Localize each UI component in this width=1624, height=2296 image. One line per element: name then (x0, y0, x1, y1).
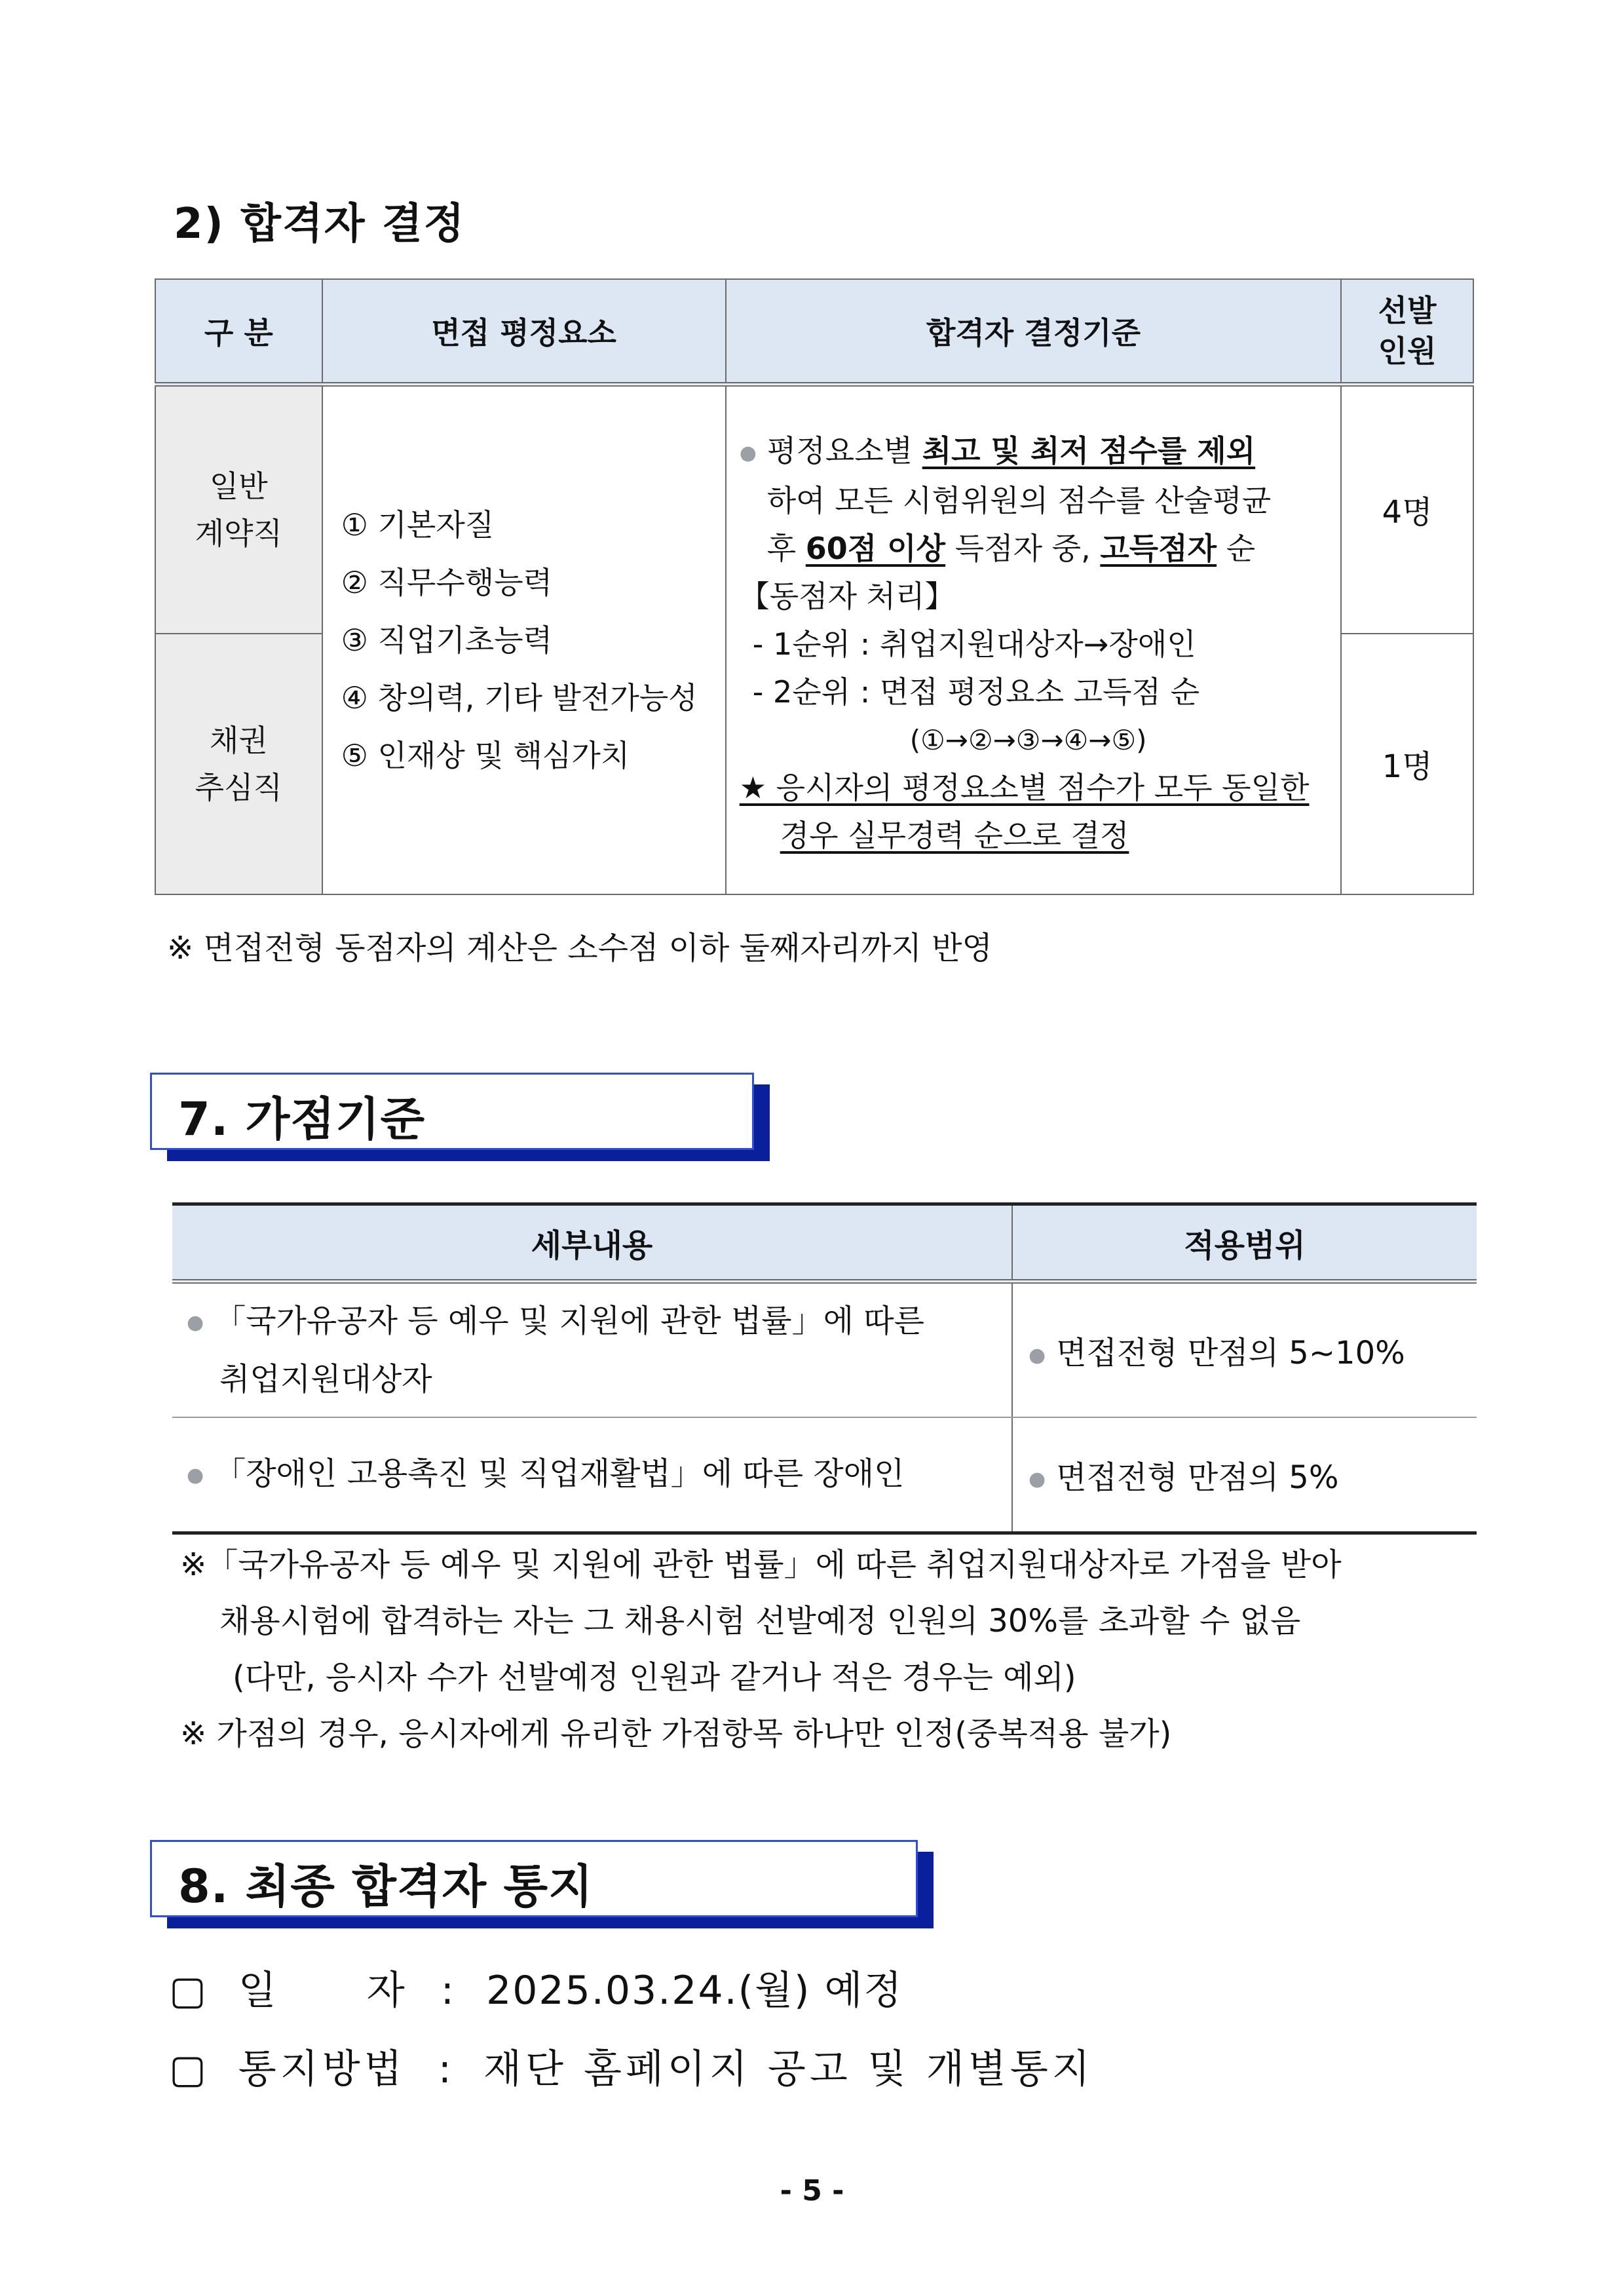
checkbox-icon: ▢ (169, 2046, 206, 2092)
bullet-icon: ● (187, 1311, 204, 1334)
bullet-icon: ● (187, 1463, 204, 1487)
subsection-title: 2) 합격자 결정 (174, 200, 466, 248)
count-general: 4명 (1341, 385, 1473, 634)
element-item: ① 기본자질 (341, 507, 495, 543)
tie-rule-2: - 2순위 : 면접 평정요소 고득점 순 (752, 674, 1200, 710)
element-item: ② 직무수행능력 (341, 564, 553, 600)
bonus-note-4: ※ 가점의 경우, 응시자에게 유리한 가점항목 하나만 인정(중복적용 불가) (180, 1715, 1172, 1752)
bonus-scope-disabled (1012, 1417, 1477, 1533)
bonus-scope-veterans (1012, 1282, 1477, 1418)
header-scope: 적용범위 (1012, 1204, 1477, 1282)
header-count-line2: 인원 (1378, 334, 1437, 369)
bonus-criteria-table (172, 1202, 1477, 1535)
category-collection-line2: 추심직 (195, 769, 282, 805)
criteria-emphasis: 고득점자 (1100, 530, 1217, 566)
category-general-line1: 일반 (209, 468, 268, 504)
winner-criteria-table (155, 278, 1474, 895)
notice-method-label: 통지방법 (238, 2046, 406, 2092)
bullet-icon: ● (739, 441, 757, 465)
bonus-note-3: (다만, 응시자 수가 선발예정 인원과 같거나 적은 경우는 예외) (233, 1659, 1076, 1696)
criteria-cell (726, 385, 1342, 894)
bonus-scope-text: 면접전형 만점의 5% (1056, 1459, 1339, 1496)
category-collection (155, 634, 322, 894)
section8-title-box (150, 1840, 918, 1917)
criteria-text: 평정요소별 (766, 432, 922, 469)
bonus-note-2: 채용시험에 합격하는 자는 그 채용시험 선발예정 인원의 30%를 초과할 수 없음 (219, 1603, 1301, 1639)
criteria-emphasis: 최고 및 최저 점수를 제외 (922, 432, 1256, 469)
header-count (1341, 279, 1473, 385)
notice-method-item (169, 2038, 1094, 2094)
notice-method-value: 재단 홈페이지 공고 및 개별통지 (483, 2046, 1094, 2092)
bonus-note-1: ※「국가유공자 등 예우 및 지원에 관한 법률」에 따른 취업지원대상자로 가점을 받아 (180, 1546, 1342, 1583)
bonus-scope-text: 면접전형 만점의 5~10% (1056, 1335, 1405, 1371)
bonus-detail-disabled (172, 1417, 1012, 1533)
category-general (155, 385, 322, 634)
category-collection-line1: 채권 (209, 722, 268, 758)
criteria-text: 하여 모든 시험위원의 점수를 산술평균 (766, 482, 1272, 518)
separator: : (440, 1968, 454, 2014)
star-note-line2: 경우 실무경력 순으로 결정 (780, 817, 1129, 853)
star-note-line1: ★ 응시자의 평정요소별 점수가 모두 동일한 (739, 769, 1310, 805)
bonus-notes (180, 1537, 1342, 1762)
element-item: ③ 직업기초능력 (341, 622, 553, 658)
separator: : (438, 2046, 451, 2092)
header-count-line1: 선발 (1378, 293, 1437, 328)
evaluation-elements (322, 385, 726, 894)
section7-title-box (150, 1073, 754, 1150)
notice-date-value: 2025.03.24.(월) 예정 (486, 1968, 903, 2014)
header-details: 세부내용 (172, 1204, 1012, 1282)
criteria-text: 후 (766, 530, 806, 566)
criteria-emphasis: 60점 이상 (805, 530, 946, 566)
element-item: ④ 창의력, 기타 발전가능성 (341, 679, 698, 716)
notice-date-label: 일 자 (238, 1968, 409, 2014)
count-collection: 1명 (1341, 634, 1473, 894)
tie-order: (①→②→③→④→⑤) (909, 723, 1147, 756)
tie-note: ※ 면접전형 동점자의 계산은 소수점 이하 둘째자리까지 반영 (167, 930, 992, 966)
criteria-text: 득점자 중, (945, 530, 1101, 566)
header-elements: 면접 평정요소 (322, 279, 726, 385)
tie-rule-1: - 1순위 : 취업지원대상자→장애인 (752, 626, 1196, 662)
bullet-icon: ● (1029, 1468, 1046, 1491)
header-criteria: 합격자 결정기준 (726, 279, 1342, 385)
checkbox-icon: ▢ (169, 1968, 206, 2014)
bonus-detail-text: 「장애인 고용촉진 및 직업재활법」에 따른 장애인 (214, 1455, 905, 1492)
bullet-icon: ● (1029, 1343, 1046, 1367)
section7-title: 7. 가점기준 (178, 1092, 426, 1146)
criteria-text: 순 (1217, 530, 1256, 566)
element-item: ⑤ 인재상 및 핵심가치 (341, 737, 630, 773)
header-category: 구 분 (155, 279, 322, 385)
tie-title: 【동점자 처리】 (739, 578, 955, 614)
bonus-detail-veterans (172, 1282, 1012, 1418)
page-number: - 5 - (780, 2174, 844, 2208)
bonus-detail-text: 「국가유공자 등 예우 및 지원에 관한 법률」에 따른 (214, 1303, 924, 1339)
section8-title: 8. 최종 합격자 통지 (178, 1860, 594, 1913)
category-general-line2: 계약직 (195, 515, 282, 551)
notice-date-item (169, 1959, 903, 2016)
bonus-detail-text: 취업지원대상자 (219, 1361, 432, 1398)
